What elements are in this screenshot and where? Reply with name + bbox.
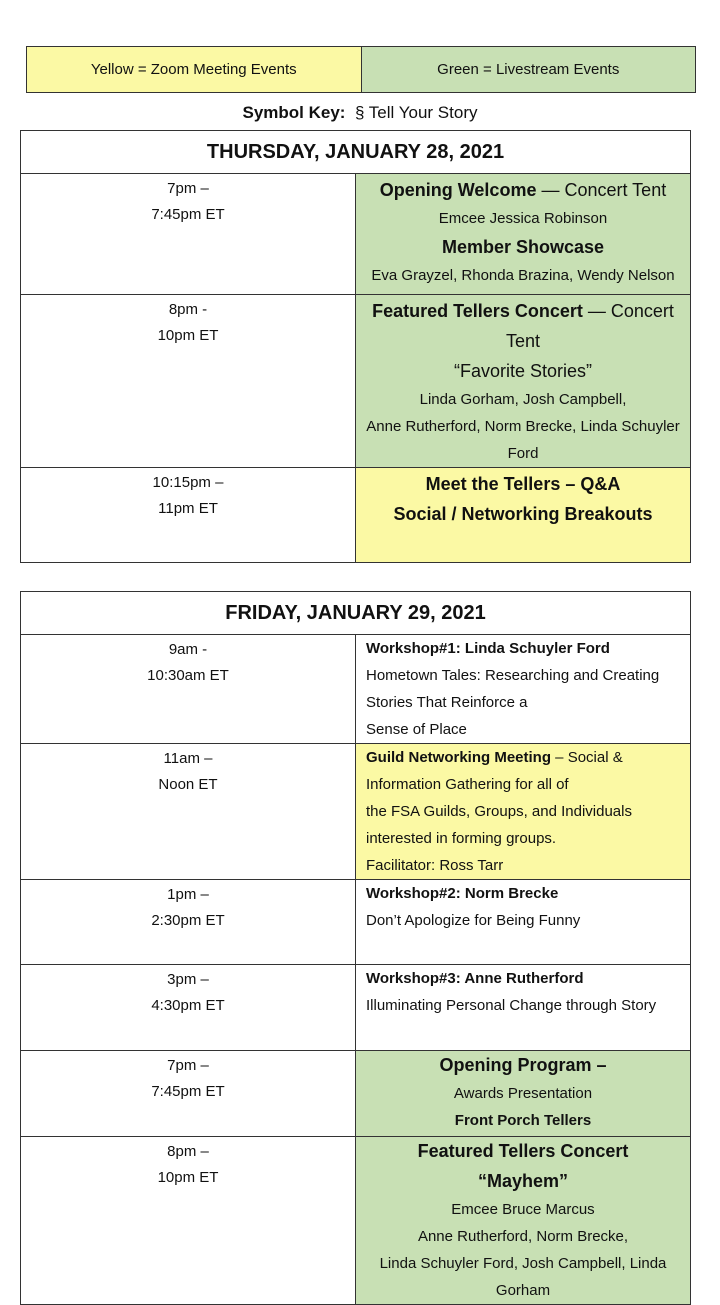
- facilitator-text: Facilitator: Ross Tarr: [366, 857, 504, 874]
- thursday-schedule-table: [20, 130, 691, 563]
- performers-text: Eva Grayzel, Rhonda Brazina, Wendy Nelson: [371, 267, 675, 284]
- friday-schedule-table: [20, 591, 691, 1305]
- performers-text: Anne Rutherford, Norm Brecke,: [417, 1228, 629, 1245]
- event-cell: [356, 880, 691, 965]
- event-title: Meet the Tellers – Q&A: [425, 474, 621, 494]
- workshop-description: Don’t Apologize for Being Funny: [366, 912, 581, 929]
- friday-header: FRIDAY, JANUARY 29, 2021: [21, 592, 691, 635]
- workshop-title: Workshop#2: Norm Brecke: [366, 885, 559, 902]
- event-cell: Guild Networking Meeting – Social & Information Gathering for all of the FSA Guilds, Groups, and Individuals interested in forming groups. Facilitator: Ross Tarr: [356, 744, 691, 880]
- event-cell: Opening Welcome — Concert Tent Emcee Jessica Robinson Member Showcase Eva Grayzel, Rhonda Brazina, Wendy Nelson: [356, 174, 691, 295]
- performers-text: Linda Schuyler Ford, Josh Campbell, Linda Gorham: [379, 1255, 667, 1299]
- event-cell: [356, 635, 691, 744]
- event-cell: [356, 1051, 691, 1137]
- emcee-text: Emcee Bruce Marcus: [451, 1201, 595, 1218]
- workshop-title: Workshop#1: Linda Schuyler Ford: [366, 640, 610, 657]
- table-row: [21, 468, 691, 563]
- performers-text: Anne Rutherford, Norm Brecke, Linda Schuyler Ford: [366, 418, 680, 462]
- thursday-header: THURSDAY, JANUARY 28, 2021: [21, 131, 691, 174]
- time-cell: 10:15pm – 11pm ET: [21, 468, 356, 563]
- event-cell: [356, 468, 691, 563]
- symbol-key-label: Symbol Key:: [242, 103, 346, 122]
- event-title: Opening Welcome: [379, 180, 537, 200]
- time-cell: 8pm - 10pm ET: [21, 295, 356, 468]
- event-description: the FSA Guilds, Groups, and Individuals interested in forming groups.: [366, 803, 632, 847]
- workshop-description: Illuminating Personal Change through Story: [366, 997, 657, 1014]
- table-row: [21, 1137, 691, 1305]
- symbol-key: [0, 103, 720, 123]
- color-legend: [26, 46, 696, 93]
- event-title: Opening Program –: [439, 1055, 607, 1075]
- table-row: [21, 1051, 691, 1137]
- table-row: [21, 965, 691, 1051]
- legend-yellow: Yellow = Zoom Meeting Events: [27, 47, 362, 92]
- table-row: [21, 744, 691, 880]
- table-row: [21, 880, 691, 965]
- workshop-description: Hometown Tales: Researching and Creating Stories That Reinforce a: [366, 667, 660, 711]
- time-cell: 7pm – 7:45pm ET: [21, 1051, 356, 1137]
- time-cell: 8pm – 10pm ET: [21, 1137, 356, 1305]
- event-title: Featured Tellers Concert: [372, 301, 583, 321]
- time-cell: 7pm – 7:45pm ET: [21, 174, 356, 295]
- time-cell: 11am – Noon ET: [21, 744, 356, 880]
- event-title: Social / Networking Breakouts: [393, 504, 653, 524]
- time-cell: 1pm – 2:30pm ET: [21, 880, 356, 965]
- event-cell: Featured Tellers Concert — Concert Tent “Favorite Stories” Linda Gorham, Josh Campbell, Anne Rutherford, Norm Brecke, Linda Schuyler Ford: [356, 295, 691, 468]
- time-cell: 9am - 10:30am ET: [21, 635, 356, 744]
- concert-name: “Favorite Stories”: [453, 361, 593, 381]
- workshop-title: Workshop#3: Anne Rutherford: [366, 970, 584, 987]
- time-cell: 3pm – 4:30pm ET: [21, 965, 356, 1051]
- concert-name: “Mayhem”: [477, 1171, 569, 1191]
- event-subtitle: Front Porch Tellers: [454, 1112, 592, 1129]
- event-title: Featured Tellers Concert: [417, 1141, 629, 1161]
- event-cell: [356, 1137, 691, 1305]
- symbol-key-text: § Tell Your Story: [354, 103, 478, 122]
- event-title: Member Showcase: [441, 237, 605, 257]
- performers-text: Linda Gorham, Josh Campbell,: [419, 391, 627, 408]
- event-cell: [356, 965, 691, 1051]
- event-title: Guild Networking Meeting: [366, 749, 552, 766]
- event-venue: Concert Tent: [564, 180, 667, 200]
- workshop-description: Sense of Place: [366, 721, 467, 738]
- legend-green: Green = Livestream Events: [362, 47, 696, 92]
- emcee-text: Emcee Jessica Robinson: [438, 210, 608, 227]
- event-subtitle: Awards Presentation: [453, 1085, 593, 1102]
- table-row: [21, 635, 691, 744]
- table-row: [21, 174, 691, 295]
- table-row: [21, 295, 691, 468]
- event-venue: Concert Tent: [505, 301, 674, 351]
